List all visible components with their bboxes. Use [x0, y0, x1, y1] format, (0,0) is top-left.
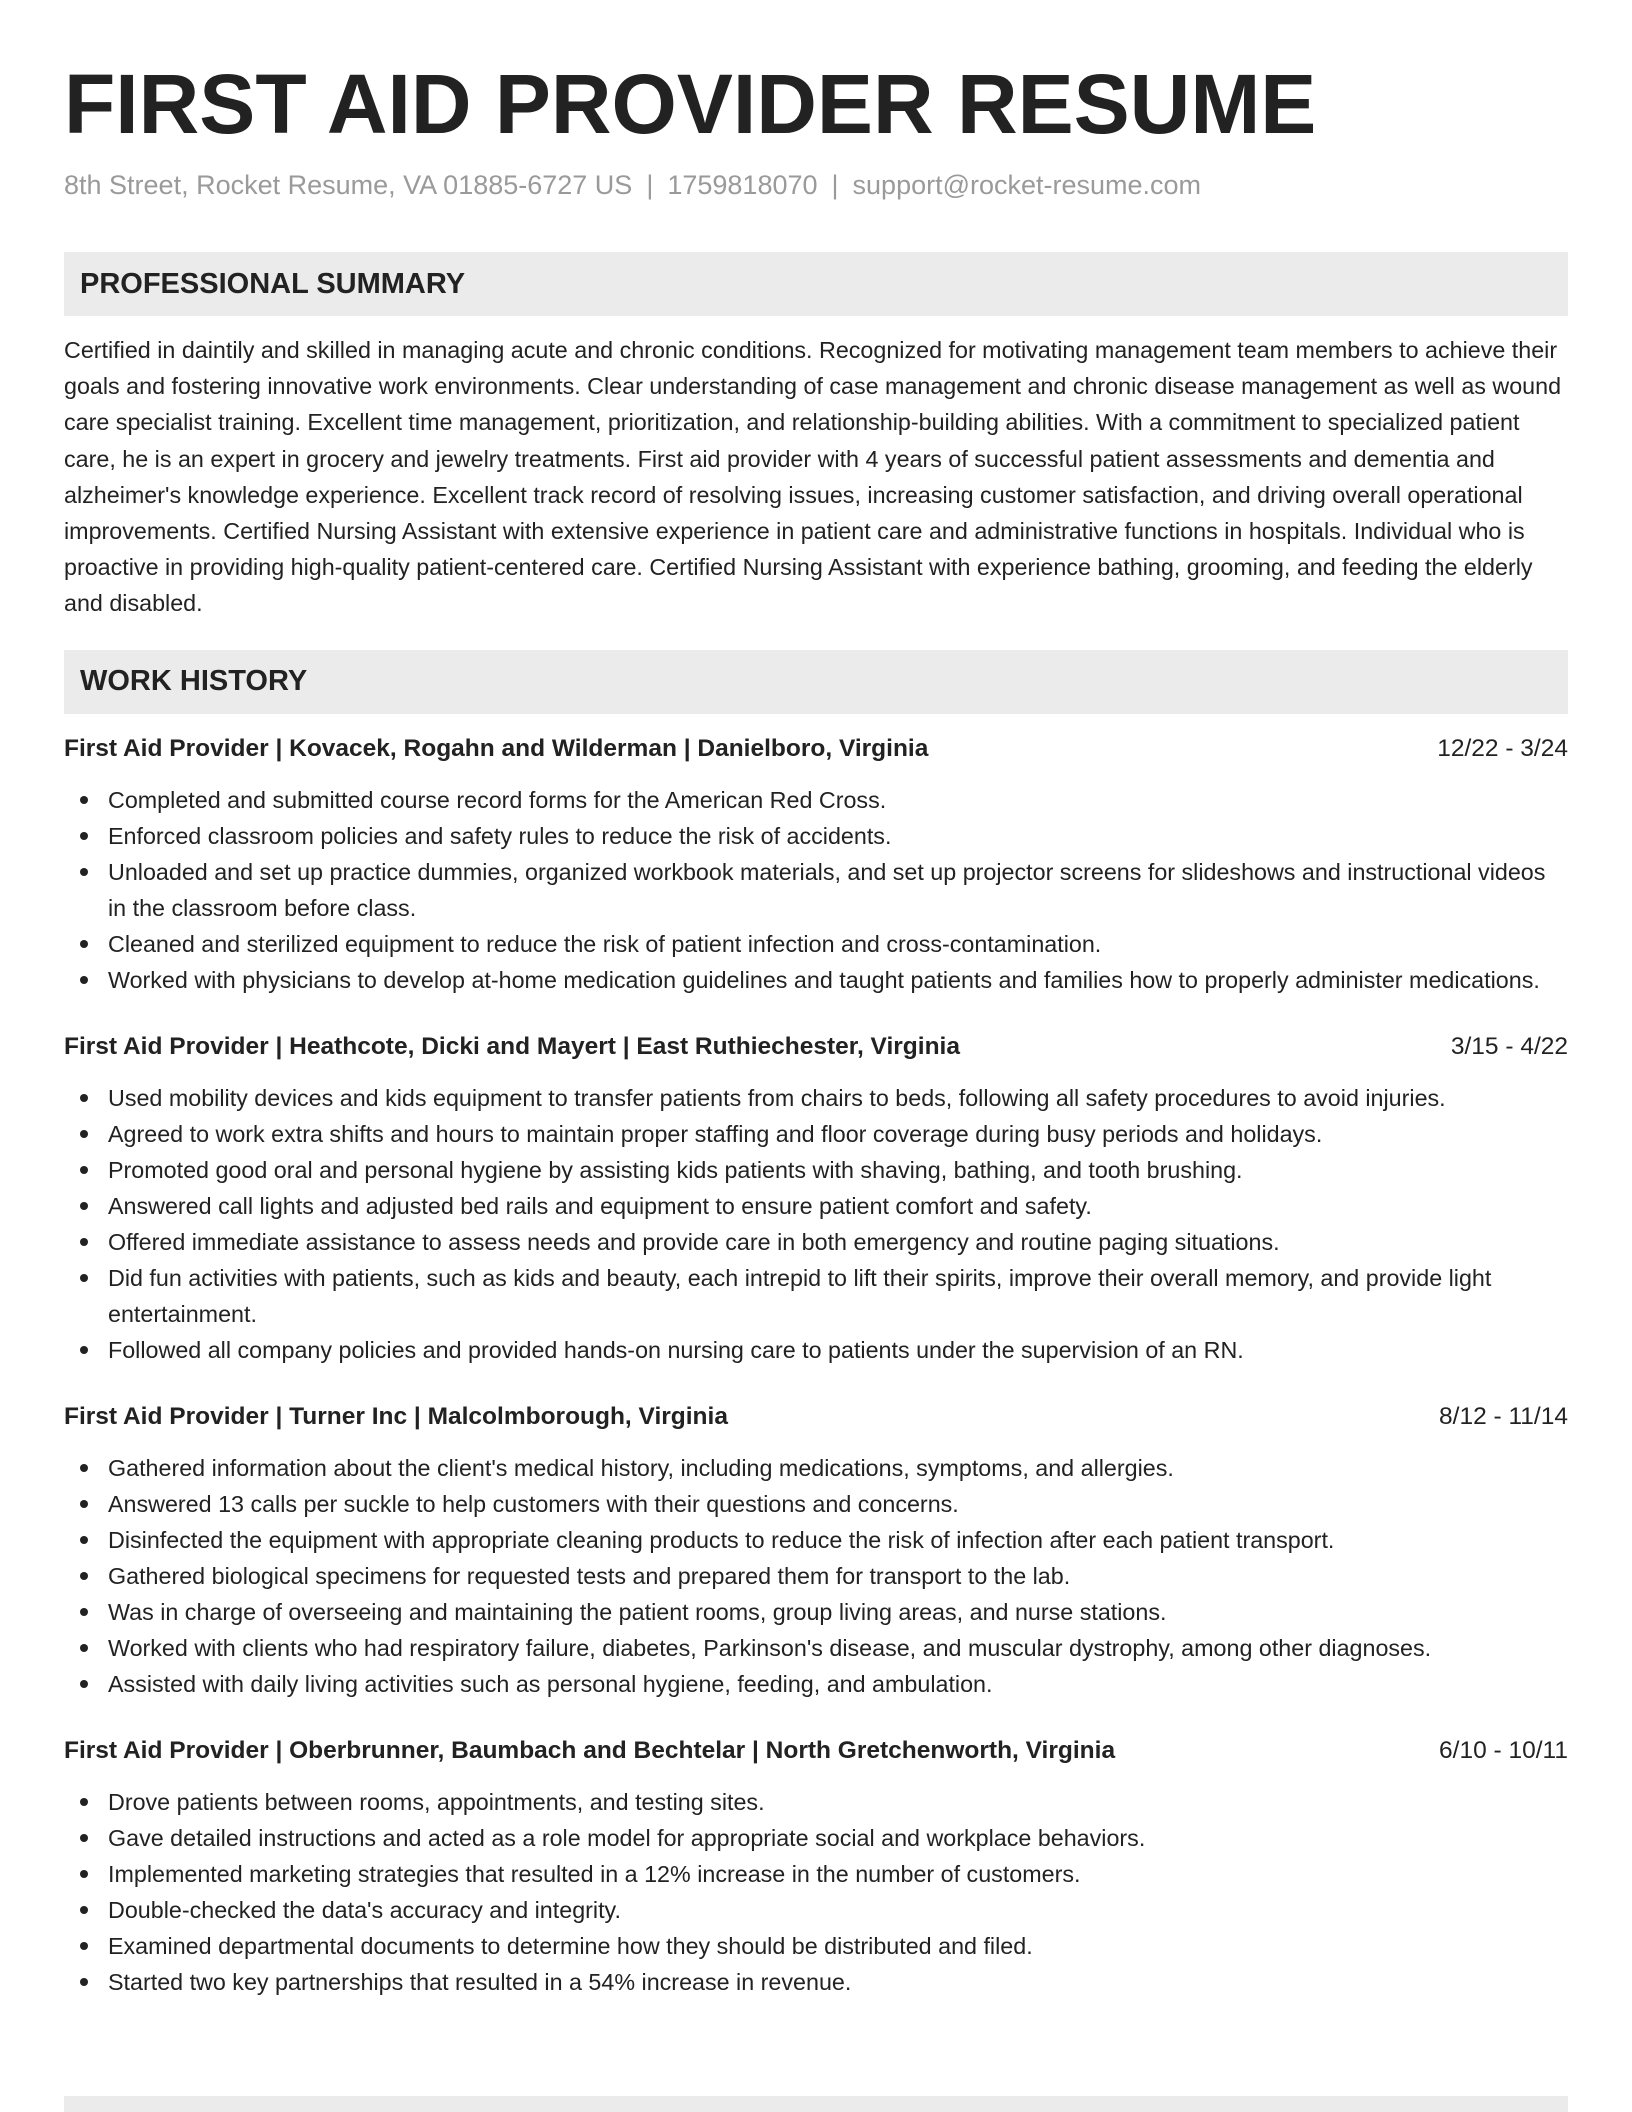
job-bullet: Cleaned and sterilized equipment to reduce the risk of patient infection and cross-contamination.: [64, 926, 1568, 962]
job-header: [64, 1400, 1568, 1434]
job-entry: [64, 1734, 1568, 2000]
job-header: [64, 1734, 1568, 1768]
job-title: First Aid Provider | Kovacek, Rogahn and Wilderman | Danielboro, Virginia: [64, 734, 929, 762]
job-bullet: Answered 13 calls per suckle to help customers with their questions and concerns.: [64, 1486, 1568, 1522]
job-title: First Aid Provider | Heathcote, Dicki and Mayert | East Ruthiechester, Virginia: [64, 1032, 960, 1060]
job-bullet: Enforced classroom policies and safety rules to reduce the risk of accidents.: [64, 818, 1568, 854]
job-entry: [64, 732, 1568, 998]
job-dates: 6/10 - 10/11: [1439, 1736, 1568, 1764]
job-bullet: Gave detailed instructions and acted as a role model for appropriate social and workplace behaviors.: [64, 1820, 1568, 1856]
job-bullet: Gathered biological specimens for requested tests and prepared them for transport to the lab.: [64, 1558, 1568, 1594]
job-bullet: Unloaded and set up practice dummies, organized workbook materials, and set up projector screens for slideshows and instructional videos in the classroom before class.: [64, 854, 1568, 926]
job-bullet: Worked with clients who had respiratory failure, diabetes, Parkinson's disease, and muscular dystrophy, among other diagnoses.: [64, 1630, 1568, 1666]
contact-separator: |: [831, 170, 839, 200]
job-header: [64, 1030, 1568, 1064]
job-dates: 8/12 - 11/14: [1439, 1402, 1568, 1430]
job-bullet-list: [64, 1784, 1568, 2000]
resume-title: FIRST AID PROVIDER RESUME: [64, 57, 1317, 151]
contact-phone: 1759818070: [667, 170, 818, 200]
next-section-header-bar: [64, 2096, 1568, 2112]
job-bullet-list: [64, 1450, 1568, 1702]
job-bullet: Promoted good oral and personal hygiene by assisting kids patients with shaving, bathing, and tooth brushing.: [64, 1152, 1568, 1188]
job-bullet: Assisted with daily living activities such as personal hygiene, feeding, and ambulation.: [64, 1666, 1568, 1702]
job-bullet: Drove patients between rooms, appointments, and testing sites.: [64, 1784, 1568, 1820]
job-bullet-list: [64, 782, 1568, 998]
job-bullet: Gathered information about the client's medical history, including medications, symptoms, and allergies.: [64, 1450, 1568, 1486]
job-title: First Aid Provider | Oberbrunner, Baumbach and Bechtelar | North Gretchenworth, Virginia: [64, 1736, 1116, 1764]
job-bullet: Offered immediate assistance to assess needs and provide care in both emergency and routine paging situations.: [64, 1224, 1568, 1260]
job-bullet: Examined departmental documents to determine how they should be distributed and filed.: [64, 1928, 1568, 1964]
job-bullet: Implemented marketing strategies that resulted in a 12% increase in the number of customers.: [64, 1856, 1568, 1892]
section-header-work-history: [64, 650, 1568, 714]
job-bullet: Completed and submitted course record forms for the American Red Cross.: [64, 782, 1568, 818]
job-bullet: Double-checked the data's accuracy and integrity.: [64, 1892, 1568, 1928]
contact-line: [64, 168, 1568, 202]
job-bullet: Disinfected the equipment with appropriate cleaning products to reduce the risk of infection after each patient transport.: [64, 1522, 1568, 1558]
contact-email[interactable]: support@rocket-resume.com: [852, 170, 1202, 200]
job-bullet: Was in charge of overseeing and maintaining the patient rooms, group living areas, and nurse stations.: [64, 1594, 1568, 1630]
job-bullet: Worked with physicians to develop at-home medication guidelines and taught patients and families how to properly administer medications.: [64, 962, 1568, 998]
job-dates: 3/15 - 4/22: [1450, 1032, 1568, 1060]
summary-text: Certified in daintily and skilled in managing acute and chronic conditions. Recognized for motivating management team members to achieve their goals and fostering innovative work environments. Clear understanding of case management and chronic disease management as well as wound care specialist training. Excellent time management, prioritization, and relationship-building abilities. With a commitment to specialized patient care, he is an expert in grocery and jewelry treatments. First aid provider with 4 years of successful patient assessments and dementia and alzheimer's knowledge experience. Excellent track record of resolving issues, increasing customer satisfaction, and driving overall operational improvements. Certified Nursing Assistant with extensive experience in patient care and administrative functions in hospitals. Individual who is proactive in providing high-quality patient-centered care. Certified Nursing Assistant with experience bathing, grooming, and feeding the elderly and disabled.: [64, 337, 1562, 617]
job-bullet: Started two key partnerships that resulted in a 54% increase in revenue.: [64, 1964, 1568, 2000]
job-bullet: Agreed to work extra shifts and hours to maintain proper staffing and floor coverage during busy periods and holidays.: [64, 1116, 1568, 1152]
section-title: PROFESSIONAL SUMMARY: [80, 267, 466, 300]
job-entry: [64, 1400, 1568, 1702]
job-bullet: Did fun activities with patients, such as kids and beauty, each intrepid to lift their spirits, improve their overall memory, and provide light entertainment.: [64, 1260, 1568, 1332]
section-header-summary: [64, 252, 1568, 316]
contact-address: 8th Street, Rocket Resume, VA 01885-6727 US: [64, 170, 633, 200]
job-header: [64, 732, 1568, 766]
job-dates: 12/22 - 3/24: [1437, 734, 1568, 762]
job-entry: [64, 1030, 1568, 1368]
job-bullet: Answered call lights and adjusted bed rails and equipment to ensure patient comfort and safety.: [64, 1188, 1568, 1224]
work-history-list: [64, 732, 1568, 2000]
contact-separator: |: [646, 170, 654, 200]
job-title: First Aid Provider | Turner Inc | Malcolmborough, Virginia: [64, 1402, 728, 1430]
section-title: WORK HISTORY: [80, 665, 308, 698]
job-bullet: Followed all company policies and provided hands-on nursing care to patients under the supervision of an RN.: [64, 1332, 1568, 1368]
job-bullet-list: [64, 1080, 1568, 1368]
resume-page: [64, 0, 1568, 2000]
job-bullet: Used mobility devices and kids equipment to transfer patients from chairs to beds, following all safety procedures to avoid injuries.: [64, 1080, 1568, 1116]
